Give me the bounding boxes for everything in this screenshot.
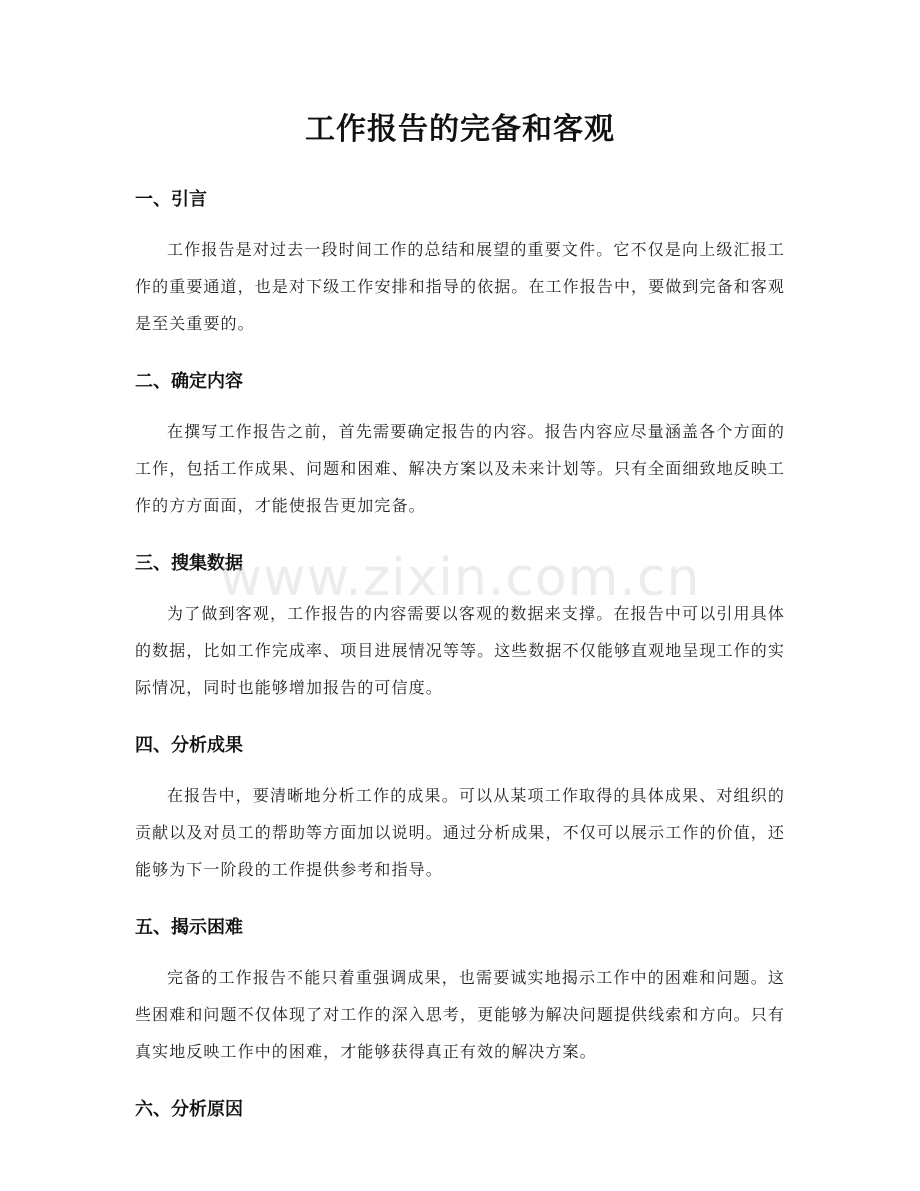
section-paragraph: 完备的工作报告不能只着重强调成果，也需要诚实地揭示工作中的困难和问题。这些困难和问题不仅体现了对工作的深入思考，更能够为解决问题提供线索和方向。只有真实地反映工作中的困难，才能够获得真正有效的解决方案。 <box>135 968 785 1061</box>
section-heading: 六、分析原因 <box>135 1099 243 1120</box>
section-analyze-causes <box>135 1096 785 1124</box>
document-title: 工作报告的完备和客观 <box>305 112 615 147</box>
section-heading: 三、搜集数据 <box>135 553 243 574</box>
section-determine-content <box>135 368 785 524</box>
section-heading: 四、分析成果 <box>135 735 243 756</box>
section-analyze-results <box>135 732 785 888</box>
watermark: www.zixin.com.cn <box>219 548 701 608</box>
section-paragraph: 工作报告是对过去一段时间工作的总结和展望的重要文件。它不仅是向上级汇报工作的重要通道，也是对下级工作安排和指导的依据。在工作报告中，要做到完备和客观是至关重要的。 <box>135 240 785 333</box>
section-introduction <box>135 186 785 342</box>
section-paragraph: 为了做到客观，工作报告的内容需要以客观的数据来支撑。在报告中可以引用具体的数据，比如工作完成率、项目进展情况等等。这些数据不仅能够直观地呈现工作的实际情况，同时也能够增加报告的可信度。 <box>135 604 785 697</box>
section-paragraph: 在报告中，要清晰地分析工作的成果。可以从某项工作取得的具体成果、对组织的贡献以及对员工的帮助等方面加以说明。通过分析成果，不仅可以展示工作的价值，还能够为下一阶段的工作提供参考和指导。 <box>135 786 785 879</box>
section-collect-data <box>135 550 785 706</box>
section-heading: 一、引言 <box>135 189 207 210</box>
section-heading: 五、揭示困难 <box>135 917 243 938</box>
section-paragraph: 在撰写工作报告之前，首先需要确定报告的内容。报告内容应尽量涵盖各个方面的工作，包括工作成果、问题和困难、解决方案以及未来计划等。只有全面细致地反映工作的方方面面，才能使报告更加完备。 <box>135 422 785 515</box>
section-reveal-difficulties <box>135 914 785 1070</box>
section-heading: 二、确定内容 <box>135 371 243 392</box>
